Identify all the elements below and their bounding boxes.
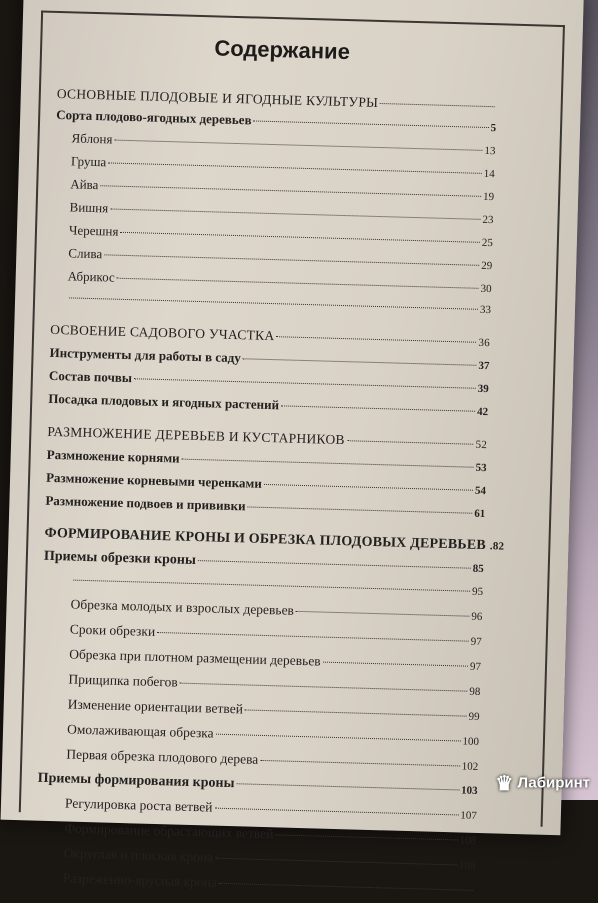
toc-entry-label: Размножение корневыми черенками xyxy=(46,467,262,494)
toc-page-number: 107 xyxy=(460,805,477,828)
toc-leader-dots xyxy=(243,358,477,366)
toc-leader-dots xyxy=(347,440,474,445)
toc-page-number: 102 xyxy=(461,756,478,779)
toc-page-number: 95 xyxy=(472,581,484,604)
toc-leader-dots xyxy=(245,709,467,716)
book-page xyxy=(1,0,584,835)
toc-entry-label: Обрезка при плотном размещении деревьев xyxy=(69,643,321,673)
toc-entry-label: Приемы формирования кроны xyxy=(37,767,234,795)
toc-leader-dots xyxy=(254,120,489,128)
toc-entry-label: Посадка плодовых и ягодных растений xyxy=(48,388,279,415)
toc-leader-dots xyxy=(117,278,479,289)
toc-leader-dots xyxy=(214,808,458,816)
toc-page-number: 54 xyxy=(475,481,487,502)
toc-entry-label: Омолаживающая обрезка xyxy=(67,718,214,745)
toc-page-number: 33 xyxy=(480,300,492,321)
toc-leader-dots xyxy=(275,834,457,840)
toc-entry-label: ОСВОЕНИЕ САДОВОГО УЧАСТКА xyxy=(50,319,275,346)
toc-page-number: 19 xyxy=(483,187,495,208)
toc-leader-dots xyxy=(100,185,481,197)
page-title: Содержание xyxy=(22,30,543,71)
toc-leader-dots xyxy=(248,506,473,513)
toc-leader-dots xyxy=(73,580,470,592)
toc-page-number: 39 xyxy=(477,379,489,400)
toc-entry-label: Вишня xyxy=(69,196,108,218)
toc-leader-dots xyxy=(104,254,479,265)
toc-page-number: 96 xyxy=(471,606,483,629)
toc-leader-dots xyxy=(110,208,480,219)
toc-entry-label: Яблоня xyxy=(71,127,112,149)
toc-page-number: 23 xyxy=(482,210,494,231)
toc-entry-label: Сорта плодово-ягодных деревьев xyxy=(56,104,252,130)
toc-leader-dots xyxy=(134,378,476,389)
toc-page-number: 42 xyxy=(477,402,489,423)
toc-page-number: 97 xyxy=(470,631,482,654)
toc-page-number: 103 xyxy=(461,780,478,803)
toc-leader-dots xyxy=(157,632,469,642)
toc-entry-label: Слива xyxy=(68,242,102,264)
toc-entry-label: Размножение подвоев и прививки xyxy=(45,490,246,517)
toc-entry-label: ОСНОВНЫЕ ПЛОДОВЫЕ И ЯГОДНЫЕ КУЛЬТУРЫ xyxy=(57,83,379,113)
table-of-contents xyxy=(35,73,498,901)
toc-page-number: 52 xyxy=(475,435,487,456)
toc-entry-label: Формирование обрастающих ветвей xyxy=(64,816,274,845)
labirint-icon: ♛ xyxy=(495,773,513,795)
toc-leader-dots xyxy=(296,611,470,617)
toc-entry-label: РАЗМНОЖЕНИЕ ДЕРЕВЬЕВ И КУСТАРНИКОВ xyxy=(47,421,345,450)
toc-leader-dots xyxy=(260,760,460,767)
toc-leader-dots xyxy=(108,162,482,173)
toc-entry-label: Состав почвы xyxy=(49,365,133,388)
toc-page-number: 37 xyxy=(478,356,490,377)
toc-page-number: 30 xyxy=(480,279,492,300)
toc-page-number: 97 xyxy=(470,656,482,679)
toc-page-number: 61 xyxy=(474,504,486,525)
toc-entry-label: ФОРМИРОВАНИЕ КРОНЫ И ОБРЕЗКА ПЛОДОВЫХ ДЕРЕВЬЕВ xyxy=(44,523,486,556)
toc-leader-dots xyxy=(198,560,471,569)
toc-page-number: 108 xyxy=(459,830,476,853)
toc-leader-dots xyxy=(69,297,478,309)
toc-entry-label: Размножение корнями xyxy=(46,444,179,469)
toc-leader-dots xyxy=(219,883,473,891)
toc-entry-label: Инструменты для работы в саду xyxy=(49,342,241,368)
toc-entry-label: Приемы обрезки кроны xyxy=(44,545,197,572)
toc-entry-label: Обрезка молодых и взрослых деревьев xyxy=(70,593,294,622)
toc-page-number: 98 xyxy=(469,681,481,704)
toc-entry-label: Айва xyxy=(70,173,99,195)
toc-page-number: 14 xyxy=(483,164,495,185)
toc-leader-dots xyxy=(216,734,461,742)
toc-entry-label: Сроки обрезки xyxy=(70,618,156,643)
watermark-logo xyxy=(495,771,590,796)
toc-page-number: 100 xyxy=(462,731,479,754)
toc-entry-label: Округлая и плоская крона xyxy=(63,841,213,868)
toc-page-number: 53 xyxy=(475,458,487,479)
toc-leader-dots xyxy=(323,662,468,667)
toc-leader-dots xyxy=(182,459,474,468)
toc-entry-label: Регулировка роста ветвей xyxy=(65,791,213,818)
toc-leader-dots xyxy=(180,683,468,692)
toc-entry-label: Груша xyxy=(71,150,107,172)
toc-leader-dots xyxy=(114,140,482,151)
watermark-text: Лабиринт xyxy=(517,774,590,791)
toc-entry-label: Прищипка побегов xyxy=(68,668,178,694)
toc-leader-dots xyxy=(120,232,479,243)
toc-leader-dots xyxy=(236,783,459,790)
toc-entry-label: Разреженно-ярусная крона xyxy=(63,866,218,893)
toc-entry-label: Первая обрезка плодового дерева xyxy=(66,742,259,770)
toc-leader-dots xyxy=(380,103,494,107)
toc-page-number: 36 xyxy=(478,333,490,354)
toc-page-number: 85 xyxy=(472,558,484,581)
toc-leader-dots xyxy=(215,858,457,866)
toc-page-number: 13 xyxy=(484,141,496,162)
toc-page-number: 5 xyxy=(490,118,496,139)
toc-page-number: 108 xyxy=(459,854,476,877)
toc-entry-label: Абрикос xyxy=(67,265,115,287)
toc-leader-dots xyxy=(264,484,473,491)
toc-page-number: 25 xyxy=(482,233,494,254)
toc-page-number: 99 xyxy=(468,706,480,729)
toc-page-number: 29 xyxy=(481,256,493,277)
toc-entry-label: Черешня xyxy=(69,219,119,241)
toc-entry-label: Изменение ориентации ветвей xyxy=(67,693,243,721)
toc-leader-dots xyxy=(276,336,476,343)
toc-leader-dots xyxy=(281,405,475,411)
toc-page-number: .82 xyxy=(490,536,505,557)
